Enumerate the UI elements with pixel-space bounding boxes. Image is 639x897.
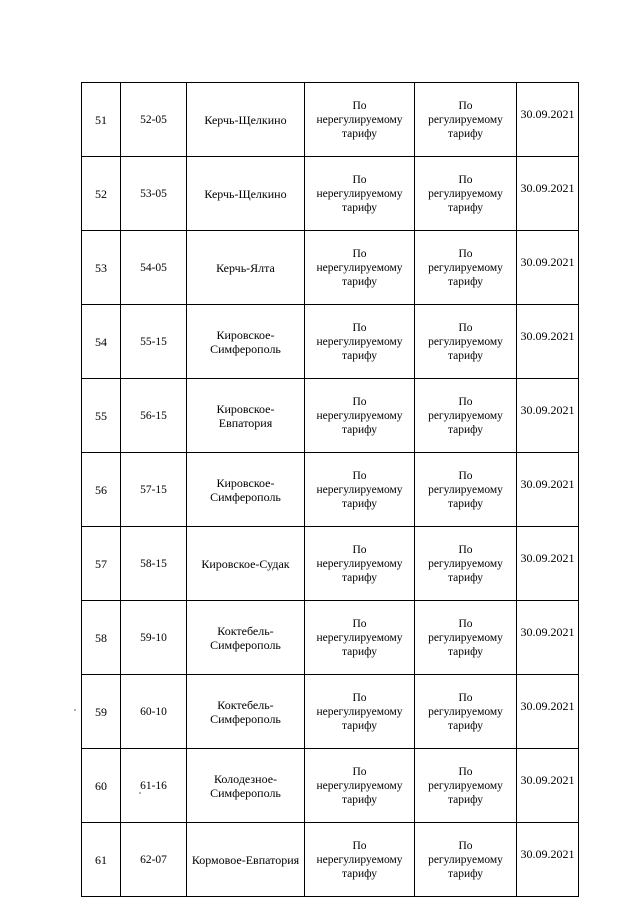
- row-number-cell: 54: [82, 305, 121, 379]
- table-row: [82, 527, 579, 601]
- table-row: [82, 231, 579, 305]
- date-cell: 30.09.2021: [517, 453, 579, 527]
- table-row: [82, 675, 579, 749]
- table-row: [82, 379, 579, 453]
- table-row: [82, 157, 579, 231]
- scan-speck: [74, 709, 76, 711]
- unregulated-tariff-cell: По нерегулируемому тарифу: [305, 823, 415, 897]
- date-cell: 30.09.2021: [517, 527, 579, 601]
- regulated-tariff-cell: По регулируемому тарифу: [415, 379, 517, 453]
- row-number-cell: 55: [82, 379, 121, 453]
- date-cell: 30.09.2021: [517, 823, 579, 897]
- table-row: [82, 305, 579, 379]
- unregulated-tariff-cell: По нерегулируемому тарифу: [305, 305, 415, 379]
- routes-table: [81, 82, 579, 897]
- unregulated-tariff-cell: По нерегулируемому тарифу: [305, 83, 415, 157]
- route-code-cell: 52-05: [121, 83, 187, 157]
- regulated-tariff-cell: По регулируемому тарифу: [415, 749, 517, 823]
- unregulated-tariff-cell: По нерегулируемому тарифу: [305, 157, 415, 231]
- row-number-cell: 58: [82, 601, 121, 675]
- route-name-cell: Кировское- Симферополь: [187, 453, 305, 527]
- regulated-tariff-cell: По регулируемому тарифу: [415, 823, 517, 897]
- date-cell: 30.09.2021: [517, 675, 579, 749]
- route-code-cell: 57-15: [121, 453, 187, 527]
- route-name-cell: Кормовое-Евпатория: [187, 823, 305, 897]
- regulated-tariff-cell: По регулируемому тарифу: [415, 675, 517, 749]
- table-row: [82, 601, 579, 675]
- regulated-tariff-cell: По регулируемому тарифу: [415, 231, 517, 305]
- route-name-cell: Кировское-Судак: [187, 527, 305, 601]
- table-row: [82, 749, 579, 823]
- date-cell: 30.09.2021: [517, 379, 579, 453]
- regulated-tariff-cell: По регулируемому тарифу: [415, 527, 517, 601]
- regulated-tariff-cell: По регулируемому тарифу: [415, 83, 517, 157]
- table-row: [82, 453, 579, 527]
- route-code-cell: 55-15: [121, 305, 187, 379]
- route-code-cell: 61-16: [121, 749, 187, 823]
- row-number-cell: 53: [82, 231, 121, 305]
- table-row: [82, 823, 579, 897]
- date-cell: 30.09.2021: [517, 231, 579, 305]
- route-name-cell: Кировское- Симферополь: [187, 305, 305, 379]
- table-row: [82, 83, 579, 157]
- unregulated-tariff-cell: По нерегулируемому тарифу: [305, 231, 415, 305]
- route-name-cell: Керчь-Щелкино: [187, 83, 305, 157]
- date-cell: 30.09.2021: [517, 83, 579, 157]
- route-code-cell: 62-07: [121, 823, 187, 897]
- route-code-cell: 54-05: [121, 231, 187, 305]
- routes-table-body: [82, 83, 579, 897]
- row-number-cell: 57: [82, 527, 121, 601]
- route-name-cell: Керчь-Ялта: [187, 231, 305, 305]
- date-cell: 30.09.2021: [517, 749, 579, 823]
- row-number-cell: 59: [82, 675, 121, 749]
- unregulated-tariff-cell: По нерегулируемому тарифу: [305, 379, 415, 453]
- route-code-cell: 56-15: [121, 379, 187, 453]
- date-cell: 30.09.2021: [517, 305, 579, 379]
- unregulated-tariff-cell: По нерегулируемому тарифу: [305, 675, 415, 749]
- unregulated-tariff-cell: По нерегулируемому тарифу: [305, 527, 415, 601]
- row-number-cell: 61: [82, 823, 121, 897]
- scan-speck: [139, 792, 141, 794]
- route-name-cell: Коктебель- Симферополь: [187, 601, 305, 675]
- route-name-cell: Коктебель- Симферополь: [187, 675, 305, 749]
- route-name-cell: Кировское- Евпатория: [187, 379, 305, 453]
- regulated-tariff-cell: По регулируемому тарифу: [415, 601, 517, 675]
- route-name-cell: Колодезное- Симферополь: [187, 749, 305, 823]
- row-number-cell: 56: [82, 453, 121, 527]
- row-number-cell: 52: [82, 157, 121, 231]
- unregulated-tariff-cell: По нерегулируемому тарифу: [305, 749, 415, 823]
- route-code-cell: 58-15: [121, 527, 187, 601]
- unregulated-tariff-cell: По нерегулируемому тарифу: [305, 601, 415, 675]
- route-code-cell: 53-05: [121, 157, 187, 231]
- regulated-tariff-cell: По регулируемому тарифу: [415, 157, 517, 231]
- row-number-cell: 51: [82, 83, 121, 157]
- row-number-cell: 60: [82, 749, 121, 823]
- route-name-cell: Керчь-Щелкино: [187, 157, 305, 231]
- route-code-cell: 60-10: [121, 675, 187, 749]
- regulated-tariff-cell: По регулируемому тарифу: [415, 305, 517, 379]
- date-cell: 30.09.2021: [517, 157, 579, 231]
- route-code-cell: 59-10: [121, 601, 187, 675]
- regulated-tariff-cell: По регулируемому тарифу: [415, 453, 517, 527]
- date-cell: 30.09.2021: [517, 601, 579, 675]
- unregulated-tariff-cell: По нерегулируемому тарифу: [305, 453, 415, 527]
